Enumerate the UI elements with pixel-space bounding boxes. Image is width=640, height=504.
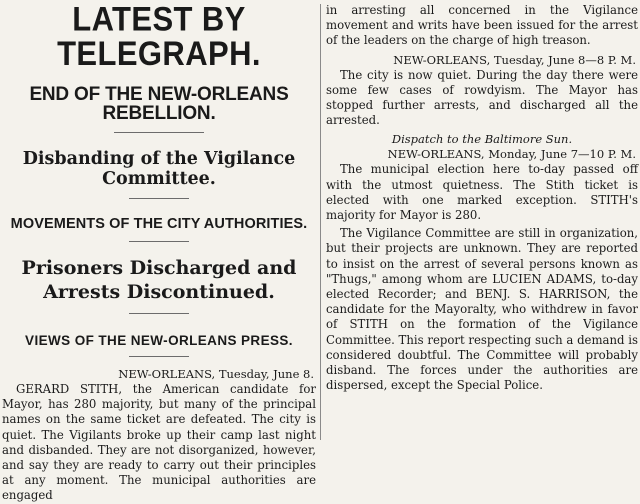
- divider-rule: [129, 241, 189, 242]
- divider-rule: [129, 313, 189, 314]
- article-paragraph: The city is now quiet. During the day there were some few cases of rowdyism. The Mayor has stopped further arrests, and discharged all the arrested.: [326, 67, 638, 128]
- article-paragraph-continued: in arresting all concerned in the Vigilance movement and writs have been issued for the arrest of the leaders on the charge of high treason.: [326, 3, 638, 48]
- headline-prisoners: Prisoners Discharged and Arrests Discontinued.: [21, 256, 297, 303]
- article-paragraph: The Vigilance Committee are still in organization, but their projects are unknown. They are reported to insist on the arrest of several persons known as "Thugs," among whom are LUCIEN ADAMS, to-day elected Recorder; and BENJ. S. HARRISON, the candidate for the Mayoralty, who withdrew in favor of STITH on the formation of the Vigilance Committee. This report respecting such a demand is considered doubtful. The Committee will probably disband. The forces under the authorities are dispersed, except the Special Police.: [326, 226, 638, 393]
- article-paragraph: The municipal election here to-day passed off with the utmost quietness. The Stith ticket is elected with one marked exception. STITH's majority for Mayor is 280.: [326, 162, 638, 223]
- article-paragraph: GERARD STITH, the American candidate for Mayor, has 280 majority, but many of the principal names on the same ticket are defeated. The city is quiet. The Vigilants broke up their camp last night and disbanded. They are not disorganized, however, and say they are ready to carry out their principles at any moment. The municipal authorities are engaged: [2, 382, 316, 503]
- headline-disbanding: Disbanding of the Vigilance Committee.: [22, 149, 296, 189]
- headline-movements: MOVEMENTS OF THE CITY AUTHORITIES.: [10, 216, 308, 232]
- right-column: [326, 0, 638, 444]
- divider-rule: [114, 132, 204, 133]
- divider-rule: [129, 356, 189, 357]
- headline-main: LATEST BY TELEGRAPH.: [57, 0, 261, 73]
- left-column: [2, 0, 316, 503]
- headline-views: VIEWS OF THE NEW-ORLEANS PRESS.: [25, 332, 293, 348]
- dateline: NEW-ORLEANS, Monday, June 7—10 P. M.: [387, 147, 636, 162]
- dateline: NEW-ORLEANS, Tuesday, June 8.: [118, 367, 314, 381]
- dispatch-source: Dispatch to the Baltimore Sun.: [391, 132, 573, 147]
- headline-sub: END OF THE NEW-ORLEANS REBELLION.: [29, 84, 289, 124]
- column-rule: [320, 4, 321, 440]
- divider-rule: [129, 198, 189, 199]
- dateline: NEW-ORLEANS, Tuesday, June 8—8 P. M.: [393, 52, 636, 67]
